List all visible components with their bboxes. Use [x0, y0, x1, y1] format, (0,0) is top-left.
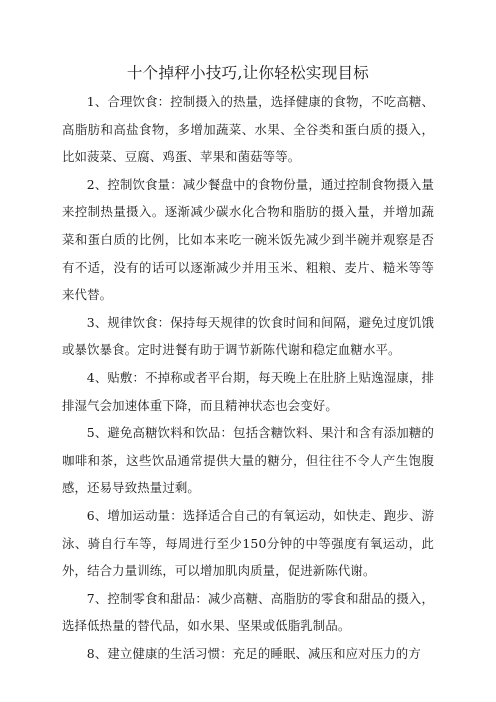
document-body [62, 88, 434, 667]
paragraph-6: 6、增加运动量：选择适合自己的有氧运动，如快走、跑步、游泳、骑自行车等，每周进行至少150分钟的中等强度有氧运动，此外，结合力量训练，可以增加肌肉质量，促进新陈代谢。 [62, 507, 434, 579]
paragraph-7: 7、控制零食和甜品：减少高糖、高脂肪的零食和甜品的摄入，选择低热量的替代品，如水果、坚果或低脂乳制品。 [62, 590, 434, 634]
paragraph-3: 3、规律饮食：保持每天规律的饮食时间和间隔，避免过度饥饿或暴饮暴食。定时进餐有助于调节新陈代谢和稳定血糖水平。 [62, 314, 434, 358]
paragraph-1: 1、合理饮食：控制摄入的热量，选择健康的食物，不吃高糖、高脂肪和高盐食物，多增加蔬菜、水果、全谷类和蛋白质的摄入，比如菠菜、豆腐、鸡蛋、苹果和菌菇等等。 [62, 94, 434, 165]
paragraph-8: 8、建立健康的生活习惯：充足的睡眠、减压和应对压力的方 [86, 645, 421, 661]
paragraph-2: 2、控制饮食量：减少餐盘中的食物份量，通过控制食物摄入量来控制热量摄入。逐渐减少碳水化合物和脂肪的摄入量，并增加蔬菜和蛋白质的比例，比如本来吃一碗米饭先减少到半碗并观察是否有不适，没有的话可以逐渐减少并用玉米、粗粮、麦片、糙米等等来代替。 [62, 176, 434, 303]
paragraph-5: 5、避免高糖饮料和饮品：包括含糖饮料、果汁和含有添加糖的咖啡和茶，这些饮品通常提供大量的糖分，但往往不令人产生饱腹感，还易导致热量过剩。 [62, 425, 434, 496]
document-title: 十个掉秤小技巧,让你轻松实现目标 [126, 64, 370, 82]
paragraph-4: 4、贴敷：不掉称或者平台期，每天晚上在肚脐上贴逸湿康，排排湿气会加速体重下降，而且精神状态也会变好。 [62, 369, 434, 413]
